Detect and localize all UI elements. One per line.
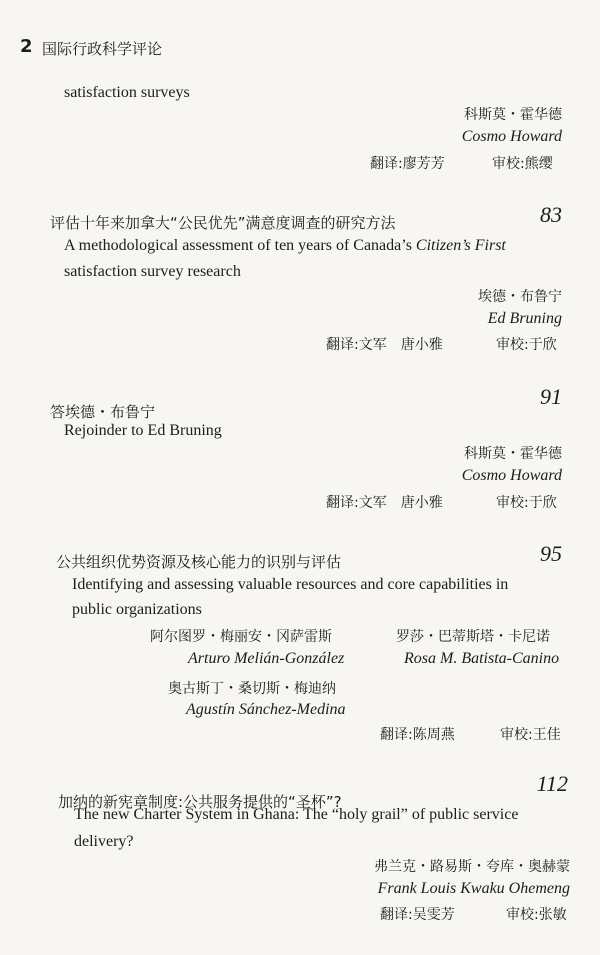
entry4-title-en-line2: delivery? [74, 833, 134, 850]
entry1-title-cn: 评估十年来加拿大“公民优先”满意度调查的研究方法 [50, 214, 396, 232]
entry1-title-en-italic: Citizen’s First [415, 237, 506, 254]
entry2-title-en: Rejoinder to Ed Bruning [64, 422, 222, 439]
entry2-title-cn: 答埃德・布鲁宁 [50, 403, 156, 421]
entry3-title-en-line1: Identifying and assessing valuable resources and core capabilities in [72, 576, 509, 593]
entry3-title-cn: 公共组织优势资源及核心能力的识别与评估 [56, 553, 342, 571]
entry0-author-en: Cosmo Howard [461, 128, 562, 145]
entry1-title-en-line1-text: A methodological assessment of ten years of Canada’s [64, 237, 412, 254]
entry0-title-en: satisfaction surveys [64, 84, 190, 101]
entry2-translator: 翻译:文军 唐小雅 [326, 495, 443, 511]
entry1-author-cn: 埃德・布鲁宁 [478, 289, 562, 305]
entry4-title-cn: 加纳的新宪章制度:公共服务提供的“圣杯”? [58, 793, 342, 811]
entry4-translator: 翻译:吴雯芳 [380, 907, 455, 923]
entry4-author-en: Frank Louis Kwaku Ohemeng [377, 880, 570, 897]
entry3-reviewer: 审校:王佳 [500, 727, 561, 743]
entry4-reviewer: 审校:张敏 [506, 907, 567, 923]
entry3-author1-en: Arturo Melián-González [188, 650, 345, 667]
entry2-author-en: Cosmo Howard [461, 467, 562, 484]
entry0-author-cn: 科斯莫・霍华德 [464, 107, 562, 123]
entry4-page: 112 [536, 771, 568, 796]
entry1-title-en-line2: satisfaction survey research [64, 263, 241, 280]
entry4-title-en-line1: The new Charter System in Ghana: The “holy grail” of public service [74, 806, 519, 823]
entry1-translator: 翻译:文军 唐小雅 [326, 337, 443, 353]
entry3-page: 95 [540, 541, 562, 566]
entry2-reviewer: 审校:于欣 [496, 495, 557, 511]
entry3-title-en-line2: public organizations [72, 601, 202, 618]
entry0-reviewer: 审校:熊缨 [492, 156, 553, 172]
entry1-page: 83 [540, 202, 562, 227]
entry1-title-en-line1 [64, 237, 506, 255]
entry3-author2-en: Rosa M. Batista-Canino [404, 650, 560, 667]
entry2-page: 91 [540, 384, 562, 409]
journal-title: 国际行政科学评论 [42, 40, 163, 58]
entry3-author3-cn: 奥古斯丁・桑切斯・梅迪纳 [168, 681, 336, 697]
entry1-author-en: Ed Bruning [487, 310, 562, 327]
page-number: 2 [20, 36, 33, 57]
entry3-author2-cn: 罗莎・巴蒂斯塔・卡尼诺 [396, 629, 550, 645]
entry0-translator: 翻译:廖芳芳 [370, 156, 445, 172]
entry1-reviewer: 审校:于欣 [496, 337, 557, 353]
entry3-author1-cn: 阿尔图罗・梅丽安・冈萨雷斯 [150, 629, 332, 645]
entry3-translator: 翻译:陈周燕 [380, 727, 455, 743]
entry2-author-cn: 科斯莫・霍华德 [464, 446, 562, 462]
entry3-author3-en: Agustín Sánchez-Medina [186, 701, 346, 718]
entry4-author-cn: 弗兰克・路易斯・夸库・奥赫蒙 [374, 859, 570, 875]
